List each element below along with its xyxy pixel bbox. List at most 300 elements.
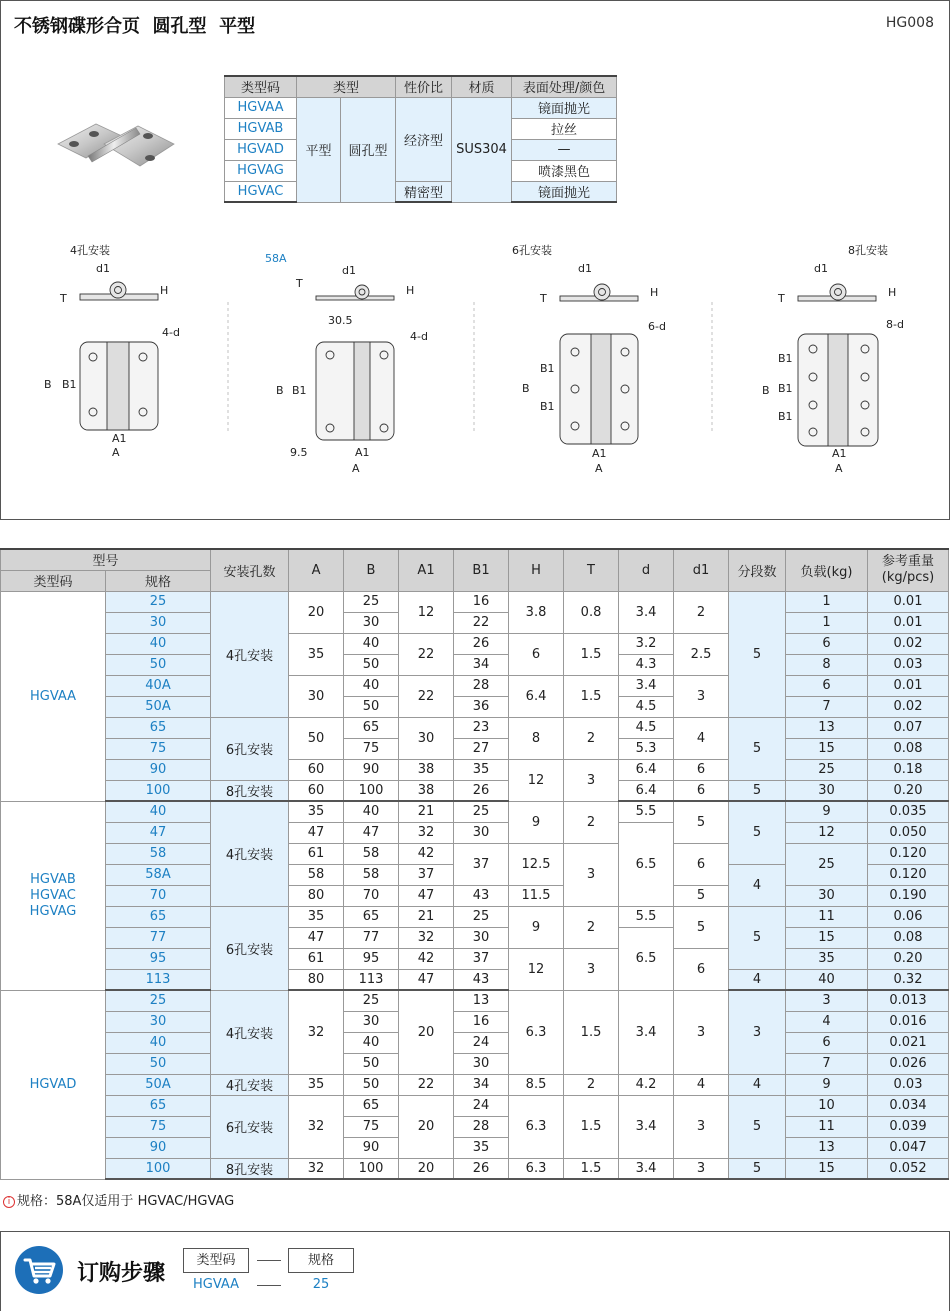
b-cell: 30 [344,1011,399,1032]
load-cell: 8 [786,654,868,675]
type-code-cell: HGVAA [225,97,297,118]
weight-cell: 0.039 [868,1116,949,1137]
th-d: d [619,549,674,591]
load-cell: 9 [786,1074,868,1095]
weight-cell: 0.01 [868,591,949,612]
holes-cell: 8孔安装 [211,1158,289,1179]
load-cell: 40 [786,969,868,990]
b-cell: 70 [344,885,399,906]
dim-label: 4-d [410,330,428,343]
load-cell: 11 [786,906,868,927]
th-model: 型号 [1,549,211,570]
d-cell: 3.2 [619,633,674,654]
d-cell: 5.3 [619,738,674,759]
cart-icon [15,1246,63,1294]
a1-cell: 32 [399,927,454,948]
d-cell: 3.4 [619,1158,674,1179]
a-cell: 61 [289,843,344,864]
seg-cell: 5 [729,717,786,780]
th-size: 规格 [106,570,211,591]
d1-cell: 3 [674,1095,729,1158]
d1-cell: 6 [674,948,729,990]
load-cell: 10 [786,1095,868,1116]
th-type-code: 类型码 [225,76,297,97]
a1-cell: 42 [399,843,454,864]
t-cell: 3 [564,948,619,990]
load-cell: 13 [786,1137,868,1158]
a1-cell: 47 [399,969,454,990]
seg-cell: 3 [729,990,786,1074]
t-cell: 1.5 [564,633,619,675]
a1-cell: 21 [399,906,454,927]
b1-cell: 37 [454,948,509,969]
load-cell: 3 [786,990,868,1011]
b1-cell: 30 [454,822,509,843]
dim-label: B [522,382,530,395]
type-code-cell: HGVAG [225,160,297,181]
order-title: 订购步骤 [77,1261,166,1286]
footnote-text: 规格：58A仅适用于 HGVAC/HGVAG [17,1194,235,1209]
d-cell: 5.5 [619,906,674,927]
b1-cell: 43 [454,885,509,906]
dim-label: A [835,462,843,475]
d1-cell: 5 [674,885,729,906]
b-cell: 90 [344,759,399,780]
step-type-code-box: 类型码 [183,1248,249,1273]
b-cell: 75 [344,1116,399,1137]
b-cell: 100 [344,780,399,801]
t-cell: 1.5 [564,1158,619,1179]
weight-cell: 0.013 [868,990,949,1011]
t-cell: 3 [564,759,619,801]
d-cell: 6.5 [619,927,674,990]
dim-label: T [778,292,785,305]
b1-cell: 37 [454,843,509,885]
type-code-cell: HGVAC [225,181,297,202]
size-cell: 30 [106,1011,211,1032]
a-cell: 60 [289,759,344,780]
d-cell: 4.3 [619,654,674,675]
d1-cell: 2.5 [674,633,729,675]
b-cell: 40 [344,633,399,654]
weight-cell: 0.32 [868,969,949,990]
drawing-title: 4孔安装 [70,244,110,257]
h-cell: 6.4 [509,675,564,717]
d-cell: 5.5 [619,801,674,822]
th-segments: 分段数 [729,549,786,591]
seg-cell: 4 [729,1074,786,1095]
d-cell: 6.4 [619,759,674,780]
b-cell: 65 [344,717,399,738]
dim-label: A1 [592,447,607,460]
load-cell: 15 [786,927,868,948]
info-icon: i [3,1196,15,1208]
dim-label: 9.5 [290,446,308,459]
a-cell: 80 [289,969,344,990]
drawing-title: 58A [265,252,287,265]
load-cell: 15 [786,738,868,759]
b-cell: 50 [344,654,399,675]
size-cell: 58A [106,864,211,885]
h-cell: 9 [509,801,564,843]
d1-cell: 3 [674,990,729,1074]
h-cell: 12.5 [509,843,564,885]
seg-cell: 5 [729,1158,786,1179]
size-cell: 77 [106,927,211,948]
type-code-cell: HGVAD [225,139,297,160]
b-cell: 40 [344,1032,399,1053]
d-cell: 3.4 [619,1095,674,1158]
size-cell: 30 [106,612,211,633]
d1-cell: 4 [674,717,729,759]
b-cell: 25 [344,990,399,1011]
a1-cell: 20 [399,1158,454,1179]
dim-label: B [44,378,52,391]
h-cell: 8.5 [509,1074,564,1095]
dim-label: H [160,284,169,297]
a1-cell: 38 [399,759,454,780]
th-b: B [344,549,399,591]
weight-cell: 0.052 [868,1158,949,1179]
finish-cell: 镜面抛光 [512,97,617,118]
d-cell: 6.4 [619,780,674,801]
size-cell: 40 [106,1032,211,1053]
holes-cell: 8孔安装 [211,780,289,801]
load-cell: 13 [786,717,868,738]
drawing-4-hole [44,243,180,459]
load-cell: 35 [786,948,868,969]
seg-cell: 5 [729,1095,786,1158]
b1-cell: 36 [454,696,509,717]
b-cell: 65 [344,906,399,927]
dim-label: d1 [342,264,356,277]
drawing-8-hole [762,243,904,475]
load-cell: 6 [786,675,868,696]
weight-cell: 0.01 [868,612,949,633]
a-cell: 32 [289,990,344,1074]
seg-cell: 5 [729,906,786,969]
finish-cell: — [512,139,617,160]
weight-cell: 0.026 [868,1053,949,1074]
b-cell: 47 [344,822,399,843]
size-cell: 40 [106,633,211,654]
holes-cell: 4孔安装 [211,990,289,1074]
size-cell: 50 [106,654,211,675]
th-load: 负载(kg) [786,549,868,591]
finish-cell: 喷漆黑色 [512,160,617,181]
h-cell: 3.8 [509,591,564,633]
seg-cell: 5 [729,801,786,864]
load-cell: 25 [786,843,868,885]
d1-cell: 6 [674,759,729,780]
product-code: HG008 [885,15,934,31]
b1-cell: 30 [454,927,509,948]
dim-label: d1 [96,262,110,275]
weight-cell: 0.120 [868,843,949,864]
step-size-box: 规格 [288,1248,354,1273]
finish-cell: 拉丝 [512,118,617,139]
th-b1: B1 [454,549,509,591]
size-cell: 58 [106,843,211,864]
h-cell: 12 [509,759,564,801]
h-cell: 6.3 [509,1158,564,1179]
weight-cell: 0.07 [868,717,949,738]
b1-cell: 26 [454,780,509,801]
weight-cell: 0.02 [868,696,949,717]
size-cell: 95 [106,948,211,969]
size-cell: 50A [106,696,211,717]
d-cell: 6.5 [619,822,674,906]
a-cell: 35 [289,906,344,927]
b-cell: 77 [344,927,399,948]
dim-label: B1 [778,382,793,395]
th-type: 类型 [297,76,396,97]
a-cell: 60 [289,780,344,801]
weight-cell: 0.035 [868,801,949,822]
d1-cell: 6 [674,780,729,801]
b1-cell: 24 [454,1032,509,1053]
t-cell: 1.5 [564,1095,619,1158]
a-cell: 50 [289,717,344,759]
weight-cell: 0.08 [868,927,949,948]
b1-cell: 26 [454,1158,509,1179]
weight-cell: 0.034 [868,1095,949,1116]
dim-label: B1 [778,352,793,365]
a1-cell: 38 [399,780,454,801]
b1-cell: 16 [454,1011,509,1032]
b-cell: 58 [344,864,399,885]
size-cell: 75 [106,1116,211,1137]
t-cell: 1.5 [564,675,619,717]
d1-cell: 2 [674,591,729,633]
dim-label: H [406,284,415,297]
a1-cell: 37 [399,864,454,885]
size-cell: 25 [106,990,211,1011]
group-code: HGVAD [1,990,106,1179]
finish-cell: 镜面抛光 [512,181,617,202]
dim-label: d1 [814,262,828,275]
b-cell: 90 [344,1137,399,1158]
a1-cell: 12 [399,591,454,633]
b-cell: 30 [344,612,399,633]
b1-cell: 34 [454,654,509,675]
d1-cell: 4 [674,1074,729,1095]
weight-cell: 0.03 [868,1074,949,1095]
t-cell: 2 [564,1074,619,1095]
type-code-cell: HGVAB [225,118,297,139]
order-steps [0,1231,950,1311]
drawing-6-hole [512,243,666,475]
d-cell: 4.5 [619,717,674,738]
h-cell: 11.5 [509,885,564,906]
d-cell: 3.4 [619,990,674,1074]
drawing-58a [265,252,428,475]
b-cell: 40 [344,801,399,822]
t-cell: 3 [564,843,619,906]
size-cell: 113 [106,969,211,990]
weight-cell: 0.20 [868,780,949,801]
b1-cell: 28 [454,675,509,696]
seg-cell: 5 [729,780,786,801]
type-flat-cell: 平型 [297,97,341,202]
step-type-code-value: HGVAA [192,1277,240,1292]
weight-cell: 0.01 [868,675,949,696]
size-cell: 75 [106,738,211,759]
b1-cell: 22 [454,612,509,633]
b1-cell: 35 [454,759,509,780]
th-finish: 表面处理/颜色 [512,76,617,97]
b-cell: 25 [344,591,399,612]
b1-cell: 25 [454,906,509,927]
dim-label: B [276,384,284,397]
a-cell: 80 [289,885,344,906]
a1-cell: 32 [399,822,454,843]
th-t: T [564,549,619,591]
load-cell: 1 [786,612,868,633]
dim-label: A1 [355,446,370,459]
a1-cell: 22 [399,675,454,717]
weight-cell: 0.18 [868,759,949,780]
a-cell: 32 [289,1095,344,1158]
a1-cell: 30 [399,717,454,759]
size-cell: 90 [106,1137,211,1158]
cost-precision-cell: 精密型 [396,181,452,202]
d1-cell: 3 [674,1158,729,1179]
weight-cell: 0.047 [868,1137,949,1158]
a1-cell: 21 [399,801,454,822]
size-cell: 40A [106,675,211,696]
holes-cell: 6孔安装 [211,1095,289,1158]
group-code: HGVAA [1,591,106,801]
holes-cell: 6孔安装 [211,717,289,780]
group-code: HGVAB HGVAC HGVAG [1,801,106,990]
step-size-value: 25 [312,1277,330,1292]
d-cell: 3.4 [619,591,674,633]
th-type-code: 类型码 [1,570,106,591]
a-cell: 61 [289,948,344,969]
holes-cell: 6孔安装 [211,906,289,990]
load-cell: 6 [786,1032,868,1053]
b1-cell: 13 [454,990,509,1011]
a-cell: 35 [289,633,344,675]
dim-label: d1 [578,262,592,275]
size-cell: 70 [106,885,211,906]
dim-label: 8-d [886,318,904,331]
d1-cell: 3 [674,675,729,717]
dim-label: 30.5 [328,314,353,327]
b-cell: 50 [344,1053,399,1074]
seg-cell: 5 [729,591,786,717]
connector [257,1260,281,1261]
t-cell: 2 [564,717,619,759]
holes-cell: 4孔安装 [211,801,289,906]
size-cell: 65 [106,1095,211,1116]
size-cell: 47 [106,822,211,843]
th-h: H [509,549,564,591]
b1-cell: 16 [454,591,509,612]
a-cell: 30 [289,675,344,717]
load-cell: 30 [786,885,868,906]
a1-cell: 22 [399,633,454,675]
size-cell: 100 [106,1158,211,1179]
weight-cell: 0.08 [868,738,949,759]
d-cell: 4.5 [619,696,674,717]
a1-cell: 47 [399,885,454,906]
t-cell: 1.5 [564,990,619,1074]
b-cell: 113 [344,969,399,990]
seg-cell: 4 [729,864,786,906]
b-cell: 50 [344,1074,399,1095]
dim-label: B1 [540,362,555,375]
b1-cell: 27 [454,738,509,759]
dim-label: B [762,384,770,397]
b1-cell: 23 [454,717,509,738]
hinge-photo [52,110,178,180]
b-cell: 58 [344,843,399,864]
b1-cell: 26 [454,633,509,654]
b1-cell: 24 [454,1095,509,1116]
weight-cell: 0.20 [868,948,949,969]
weight-cell: 0.021 [868,1032,949,1053]
size-cell: 90 [106,759,211,780]
seg-cell: 4 [729,969,786,990]
dim-label: A [112,446,120,459]
dim-label: H [650,286,659,299]
type-round-hole-cell: 圆孔型 [341,97,396,202]
size-cell: 65 [106,717,211,738]
load-cell: 11 [786,1116,868,1137]
dim-label: 6-d [648,320,666,333]
weight-cell: 0.03 [868,654,949,675]
holes-cell: 4孔安装 [211,591,289,717]
a-cell: 20 [289,591,344,633]
th-material: 材质 [452,76,512,97]
dim-label: B1 [62,378,77,391]
weight-cell: 0.120 [868,864,949,885]
page-title: 不锈钢碟形合页 圆孔型 平型 [14,16,256,37]
th-holes: 安装孔数 [211,549,289,591]
a-cell: 35 [289,801,344,822]
load-cell: 7 [786,696,868,717]
b-cell: 100 [344,1158,399,1179]
h-cell: 6.3 [509,1095,564,1158]
b1-cell: 43 [454,969,509,990]
dim-label: A1 [832,447,847,460]
t-cell: 0.8 [564,591,619,633]
a1-cell: 20 [399,1095,454,1158]
weight-cell: 0.016 [868,1011,949,1032]
b-cell: 65 [344,1095,399,1116]
cost-economy-cell: 经济型 [396,97,452,181]
load-cell: 7 [786,1053,868,1074]
weight-cell: 0.06 [868,906,949,927]
drawing-title: 6孔安装 [512,244,552,257]
a-cell: 35 [289,1074,344,1095]
size-cell: 100 [106,780,211,801]
d1-cell: 5 [674,801,729,843]
th-a: A [289,549,344,591]
a1-cell: 20 [399,990,454,1074]
dim-label: 4-d [162,326,180,339]
spec-table [0,548,949,1180]
b-cell: 95 [344,948,399,969]
weight-cell: 0.190 [868,885,949,906]
b1-cell: 30 [454,1053,509,1074]
load-cell: 4 [786,1011,868,1032]
drawing-title: 8孔安装 [848,244,888,257]
b1-cell: 28 [454,1116,509,1137]
dim-label: A [595,462,603,475]
